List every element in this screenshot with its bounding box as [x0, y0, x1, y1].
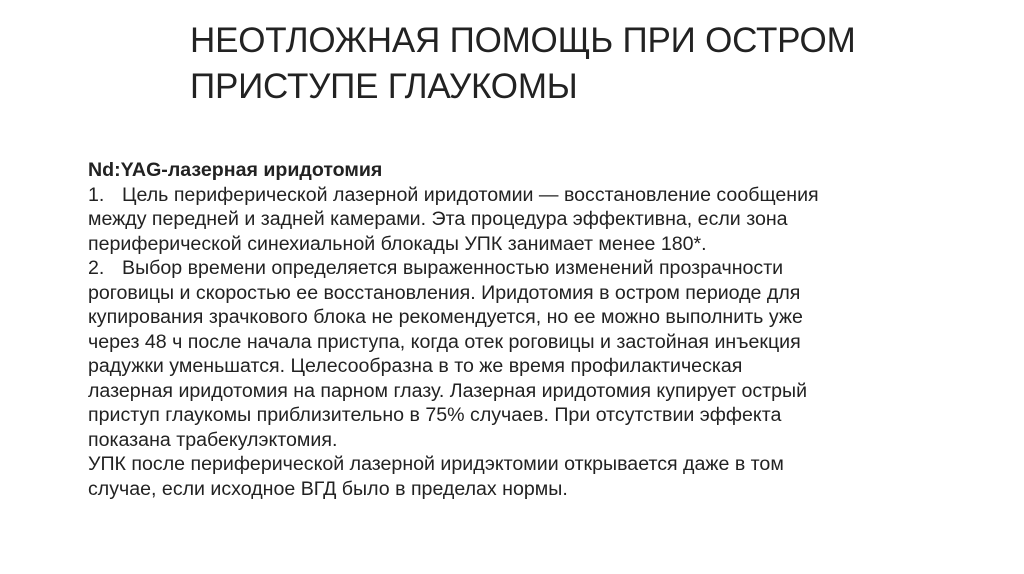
item-2-number: 2. — [88, 257, 105, 279]
closing-line: случае, если исходное ВГД было в пределах нормы. — [88, 477, 568, 500]
item-2-line: роговицы и скоростью ее восстановления. Иридотомия в остром периоде для — [88, 281, 801, 304]
item-2-line: через 48 ч после начала приступа, когда отек роговицы и застойная инъекция — [88, 330, 801, 353]
item-1-line: между передней и задней камерами. Эта процедура эффективна, если зона — [88, 208, 788, 230]
item-1-number: 1. — [88, 183, 105, 206]
item-1-line — [88, 183, 988, 208]
item-1-line: периферической синехиальной блокады УПК занимает менее 180*. — [88, 232, 707, 255]
closing-line: УПК после периферической лазерной иридэктомии открывается даже в том — [88, 453, 784, 475]
item-2-line: радужки уменьшатся. Целесообразна в то же время профилактическая — [88, 355, 743, 377]
slide-title — [190, 18, 990, 110]
subheading: Nd:YAG-лазерная иридотомия — [88, 159, 383, 181]
item-2-line — [88, 256, 988, 281]
title-line: ПРИСТУПЕ ГЛАУКОМЫ — [190, 67, 578, 106]
slide-body — [88, 158, 988, 501]
item-2-text: Выбор времени определяется выраженностью изменений прозрачности — [122, 257, 784, 279]
item-1-text: Цель периферической лазерной иридотомии — восстановление сообщения — [122, 183, 819, 206]
title-line: НЕОТЛОЖНАЯ ПОМОЩЬ ПРИ ОСТРОМ — [190, 21, 856, 60]
item-2-line: лазерная иридотомия на парном глазу. Лазерная иридотомия купирует острый — [88, 379, 808, 402]
item-2-line: купирования зрачкового блока не рекомендуется, но ее можно выполнить уже — [88, 306, 803, 328]
item-2-line: приступ глаукомы приблизительно в 75% случаев. При отсутствии эффекта — [88, 404, 782, 426]
item-2-line: показана трабекулэктомия. — [88, 428, 338, 451]
